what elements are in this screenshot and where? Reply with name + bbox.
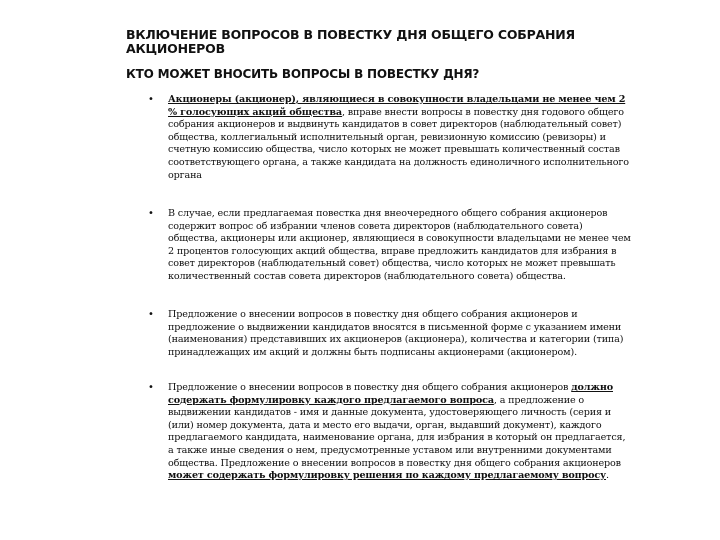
emphasis-text: Акционеры (акционер), являющиеся в совокупности владельцами не менее чем 2 % голосующих акций общества xyxy=(168,94,626,118)
list-item-text xyxy=(168,94,633,182)
body-text: Предложение о внесении вопросов в повестку дня общего собрания акционеров xyxy=(168,382,569,393)
list-item-text xyxy=(168,382,633,483)
page-title: ВКЛЮЧЕНИЕ ВОПРОСОВ В ПОВЕСТКУ ДНЯ ОБЩЕГО СОБРАНИЯ АКЦИОНЕРОВ xyxy=(126,27,575,56)
body-text: . xyxy=(606,470,609,482)
bullet-icon: • xyxy=(148,382,154,393)
emphasis-text: может содержать формулировку решения по каждому предлагаемому вопросу xyxy=(168,470,607,482)
list-item-text xyxy=(168,208,633,284)
body-text: Предложение о внесении вопросов в повестку дня общего собрания акционеров и предложение о выдвижении кандидатов вносятся в письменной форме с указанием имени (наименования) представивших их акционеров (акционера), количества и категории (типа) принадлежащих им акций и должны быть подписаны акционерами (акционером). xyxy=(168,309,624,358)
bullet-icon: • xyxy=(148,208,154,219)
bullet-icon: • xyxy=(148,94,154,105)
bullet-icon: • xyxy=(148,309,154,320)
page-subtitle: КТО МОЖЕТ ВНОСИТЬ ВОПРОСЫ В ПОВЕСТКУ ДНЯ? xyxy=(126,67,480,81)
list-item-text xyxy=(168,309,633,359)
body-text: В случае, если предлагаемая повестка дня внеочередного общего собрания акционеров содержит вопрос об избрании членов совета директоров (наблюдательного совета) общества, акционеры или акционер, являющиеся в совокупности владельцами не менее чем 2 процентов голосующих акций общества, вправе предложить кандидатов для избрания в совет директоров (наблюдательный совет) общества, число которых не может превышать количественный состав совета директоров (наблюдательного совета) общества. xyxy=(168,208,631,282)
body-text: , вправе внести вопросы в повестку дня годового общего собрания акционеров и выдвинуть кандидатов в совет директоров (наблюдательный совет) общества, коллегиальный исполнительный орган, ревизионную комиссию (ревизоры) и счетную комиссию общества, число которых не может превышать количественный состав соответствующего органа, а также кандидата на должность единоличного исполнительного органа xyxy=(168,106,629,181)
body-text: , а предложение о выдвижении кандидатов - имя и данные документа, удостоверяющего личность (серия и (или) номер документа, дата и место его выдачи, орган, выдавший документ), каждого предлагаемого кандидата, наименование органа, для избрания в который он предлагается, а также иные сведения о нем, предусмотренные уставом или внутренними документами общества. Предложение о внесении вопросов в повестку дня общего собрания акционеров xyxy=(168,394,626,469)
emphasis-text: должно содержать формулировку каждого предлагаемого вопроса xyxy=(168,382,613,406)
